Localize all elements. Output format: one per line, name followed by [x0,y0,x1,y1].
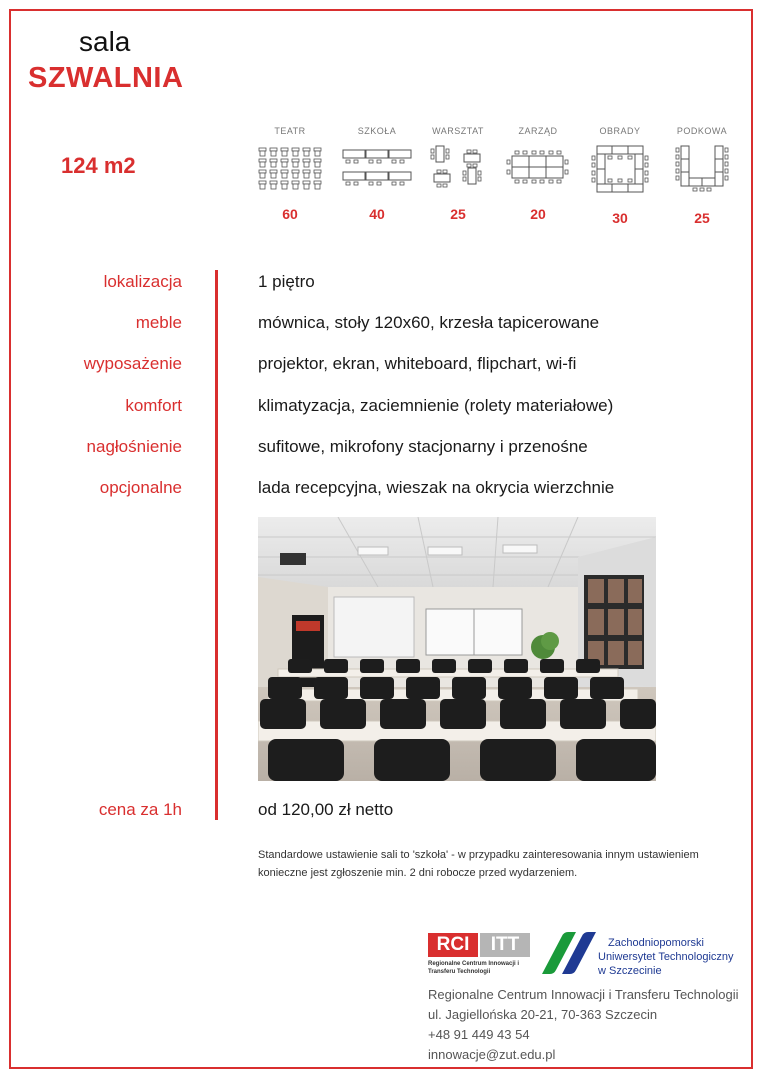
contact-email[interactable]: innowacje@zut.edu.pl [428,1047,556,1062]
room-name: SZWALNIA [28,62,184,94]
itt-logo-mark: ITT [480,933,530,957]
layout-name: WARSZTAT [432,126,484,136]
detail-value-wyposazenie: projektor, ekran, whiteboard, flipchart, wi-fi [258,354,577,373]
layout-teatr [248,126,332,222]
workshop-layout-icon [428,140,488,194]
layout-name: PODKOWA [676,126,728,136]
school-layout-icon [341,140,413,194]
rci-itt-logo [428,933,538,976]
layout-capacity: 40 [369,206,385,222]
layout-capacity: 30 [612,210,628,226]
detail-label-wyposazenie: wyposażenie [83,354,182,373]
contact-phone: +48 91 449 43 54 [428,1027,530,1042]
price-label: cena za 1h [98,800,182,819]
contact-block [428,985,739,1065]
detail-label-komfort: komfort [125,396,182,415]
zut-line-3: w Szczecinie [598,965,662,977]
detail-value-naglosnienie: sufitowe, mikrofony stacjonarny i przenośne [258,437,588,456]
contact-org: Regionalne Centrum Innowacji i Transferu Technologii [428,987,739,1002]
setup-note: Standardowe ustawienie sali to 'szkoła' - w przypadku zainteresowania innym ustawieniem konieczne jest zgłoszenie min. 2 dni robocze przed wydarzeniem. [258,849,699,879]
detail-value-lokalizacja: 1 piętro [258,272,315,291]
separator-line [215,270,218,820]
layout-name: SZKOŁA [357,126,397,136]
detail-value-meble: mównica, stoły 120x60, krzesła tapicerowane [258,313,600,332]
layout-podkowa [660,126,744,226]
layout-name: OBRADY [599,126,641,136]
layout-capacity: 25 [450,206,466,222]
layout-warsztat [416,126,500,222]
layout-name: TEATR [274,126,306,136]
layout-name: ZARZĄD [518,126,558,136]
theater-layout-icon [255,140,325,194]
layout-capacity: 25 [694,210,710,226]
detail-label-lokalizacja: lokalizacja [103,272,182,291]
detail-label-naglosnienie: nagłośnienie [86,437,182,456]
zut-line-1: Zachodniopomorski [608,937,704,949]
rci-logo-mark: RCI [428,933,478,957]
detail-label-meble: meble [135,313,182,332]
u-shape-layout-icon [669,140,735,198]
rci-logo-subtitle: Regionalne Centrum Innowacji i Transferu Technologii [428,961,520,975]
detail-value-komfort: klimatyzacja, zaciemnienie (rolety materiałowe) [258,396,614,415]
detail-value-opcjonalne: lada recepcyjna, wieszak na okrycia wierzchnie [258,478,615,497]
zut-emblem-icon [540,930,596,976]
layout-obrady [578,126,662,226]
room-photo [258,517,656,781]
zut-logo-text [598,936,734,978]
contact-address: ul. Jagiellońska 20-21, 70-363 Szczecin [428,1007,658,1022]
zut-line-2: Uniwersytet Technologiczny [598,951,734,963]
layout-zarzad [496,126,580,222]
detail-label-opcjonalne: opcjonalne [99,478,182,497]
layout-szkola [335,126,419,222]
boardroom-layout-icon [502,140,574,194]
layout-capacity: 20 [530,206,546,222]
room-prefix: sala [79,26,131,57]
hollow-square-layout-icon [587,140,653,198]
price-value: od 120,00 zł netto [258,800,394,819]
layout-capacity: 60 [282,206,298,222]
room-area: 124 m2 [61,153,136,178]
